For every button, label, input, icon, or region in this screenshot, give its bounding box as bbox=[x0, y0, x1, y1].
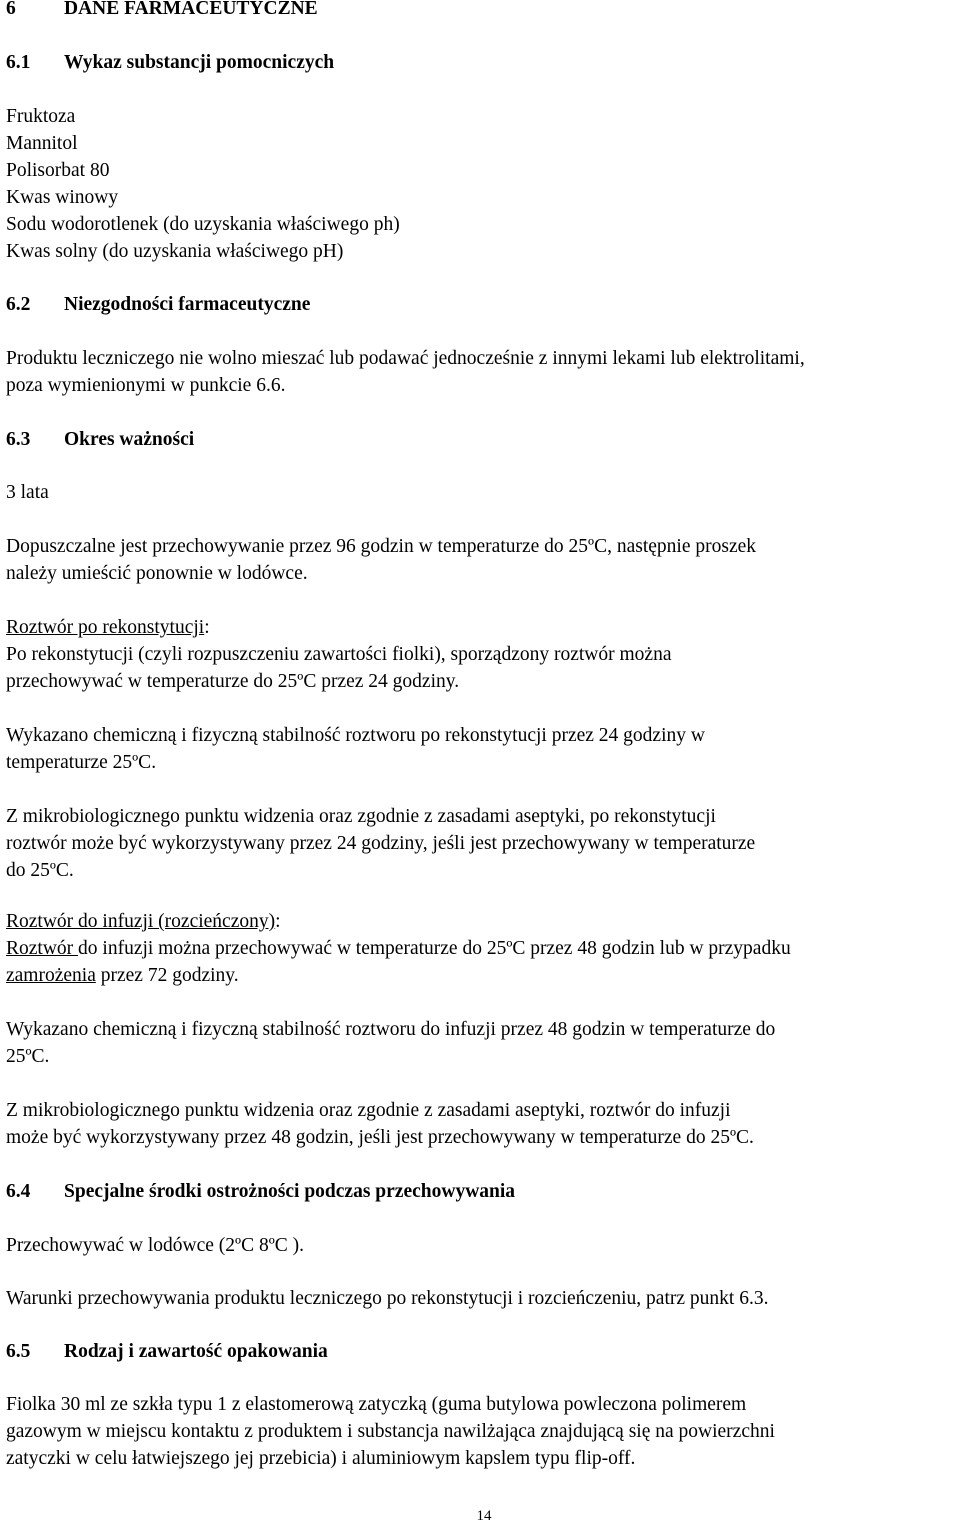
paragraph-line: poza wymienionymi w punkcie 6.6. bbox=[6, 375, 286, 396]
paragraph-line: roztwór może być wykorzystywany przez 24 godziny, jeśli jest przechowywany w temperaturze bbox=[6, 833, 756, 854]
paragraph-line: przechowywać w temperaturze do 25ºC przez 24 godziny. bbox=[6, 671, 460, 692]
infusion-heading-colon: : bbox=[275, 911, 281, 932]
paragraph-line: gazowym w miejscu kontaktu z produktem i substancja nawilżająca znajdującą się na powierzchni bbox=[6, 1421, 775, 1442]
excipient-item: Fruktoza bbox=[6, 106, 76, 127]
section-6-5-heading bbox=[6, 1338, 954, 1365]
section-6-1-heading bbox=[6, 49, 954, 76]
storage-conditions-reference bbox=[6, 1285, 954, 1312]
section-6-3-title: Okres ważności bbox=[64, 429, 195, 450]
section-6-title: DANE FARMACEUTYCZNE bbox=[64, 0, 318, 19]
section-6-1-title: Wykaz substancji pomocniczych bbox=[64, 52, 335, 73]
excipient-item: Kwas solny (do uzyskania właściwego pH) bbox=[6, 241, 344, 262]
paragraph-line: temperaturze 25ºC. bbox=[6, 752, 157, 773]
section-6-3-number: 6.3 bbox=[6, 429, 31, 450]
excipient-item: Sodu wodorotlenek (do uzyskania właściwego ph) bbox=[6, 214, 400, 235]
infusion-heading bbox=[6, 908, 954, 935]
stability-paragraph-2 bbox=[6, 1016, 954, 1070]
section-6-2-heading bbox=[6, 291, 954, 318]
page-number: 14 bbox=[476, 1508, 492, 1524]
excipients-list bbox=[6, 103, 954, 265]
paragraph-line: Produktu leczniczego nie wolno mieszać lub podawać jednocześnie z innymi lekami lub elektrolitami, bbox=[6, 348, 805, 369]
paragraph-line: do 25ºC. bbox=[6, 860, 74, 881]
section-6-4-title: Specjalne środki ostrożności podczas przechowywania bbox=[64, 1181, 516, 1202]
section-6-5-title: Rodzaj i zawartość opakowania bbox=[64, 1341, 328, 1362]
paragraph-line: zatyczki w celu łatwiejszego jej przebicia) i aluminiowym kapslem typu flip-off. bbox=[6, 1448, 636, 1469]
shelf-life-text: 3 lata bbox=[6, 482, 49, 503]
paragraph-line: należy umieścić ponownie w lodówce. bbox=[6, 563, 308, 584]
infusion-underlined-word: zamrożenia bbox=[6, 965, 96, 986]
paragraph-line: może być wykorzystywany przez 48 godzin, jeśli jest przechowywany w temperaturze do 25ºC. bbox=[6, 1127, 754, 1148]
paragraph-line bbox=[6, 962, 954, 989]
paragraph-line: Warunki przechowywania produktu leczniczego po rekonstytucji i rozcieńczeniu, patrz punkt 6.3. bbox=[6, 1288, 769, 1309]
reconstitution-heading bbox=[6, 614, 954, 641]
paragraph-line: Po rekonstytucji (czyli rozpuszczeniu zawartości fiolki), sporządzony roztwór można bbox=[6, 644, 672, 665]
section-6-number: 6 bbox=[6, 0, 16, 19]
infusion-line-text: przez 72 godziny. bbox=[95, 965, 239, 986]
infusion-heading-text: Roztwór do infuzji (rozcieńczony) bbox=[6, 911, 276, 932]
microbiology-paragraph-2 bbox=[6, 1097, 954, 1151]
section-6-3-heading bbox=[6, 426, 954, 453]
shelf-life-value bbox=[6, 479, 954, 506]
section-6-4-number: 6.4 bbox=[6, 1181, 31, 1202]
storage-instruction bbox=[6, 1232, 954, 1259]
paragraph-line: Z mikrobiologicznego punktu widzenia oraz zgodnie z zasadami aseptyki, roztwór do infuzji bbox=[6, 1100, 731, 1121]
paragraph-line: Wykazano chemiczną i fizyczną stabilność roztworu po rekonstytucji przez 24 godziny w bbox=[6, 725, 705, 746]
reconstitution-section bbox=[6, 614, 954, 695]
section-6-2-number: 6.2 bbox=[6, 294, 31, 315]
reconstitution-heading-text: Roztwór po rekonstytucji bbox=[6, 617, 205, 638]
infusion-underlined-word: Roztwór bbox=[6, 938, 79, 959]
infusion-section bbox=[6, 908, 954, 989]
packaging-paragraph bbox=[6, 1391, 954, 1472]
paragraph-line: Fiolka 30 ml ze szkła typu 1 z elastomerową zatyczką (guma butylowa powleczona polimerem bbox=[6, 1394, 747, 1415]
paragraph-line bbox=[6, 935, 954, 962]
storage-paragraph-1 bbox=[6, 533, 954, 587]
reconstitution-heading-colon: : bbox=[204, 617, 210, 638]
excipient-item: Mannitol bbox=[6, 133, 78, 154]
section-6-1-number: 6.1 bbox=[6, 52, 31, 73]
incompatibilities-paragraph bbox=[6, 345, 954, 399]
section-6-4-heading bbox=[6, 1178, 954, 1205]
stability-paragraph-1 bbox=[6, 722, 954, 776]
section-6-2-title: Niezgodności farmaceutyczne bbox=[64, 294, 311, 315]
microbiology-paragraph-1 bbox=[6, 803, 954, 884]
paragraph-line: Wykazano chemiczną i fizyczną stabilność roztworu do infuzji przez 48 godzin w temperaturze do bbox=[6, 1019, 776, 1040]
infusion-line-text: do infuzji można przechowywać w temperaturze do 25ºC przez 48 godzin lub w przypadku bbox=[78, 938, 791, 959]
paragraph-line: 25ºC. bbox=[6, 1046, 50, 1067]
paragraph-line: Z mikrobiologicznego punktu widzenia oraz zgodnie z zasadami aseptyki, po rekonstytucji bbox=[6, 806, 716, 827]
excipient-item: Polisorbat 80 bbox=[6, 160, 110, 181]
section-6-heading bbox=[6, 0, 954, 22]
paragraph-line: Dopuszczalne jest przechowywanie przez 96 godzin w temperaturze do 25ºC, następnie proszek bbox=[6, 536, 757, 557]
section-6-5-number: 6.5 bbox=[6, 1341, 31, 1362]
paragraph-line: Przechowywać w lodówce (2ºC 8ºC ). bbox=[6, 1235, 305, 1256]
excipient-item: Kwas winowy bbox=[6, 187, 119, 208]
